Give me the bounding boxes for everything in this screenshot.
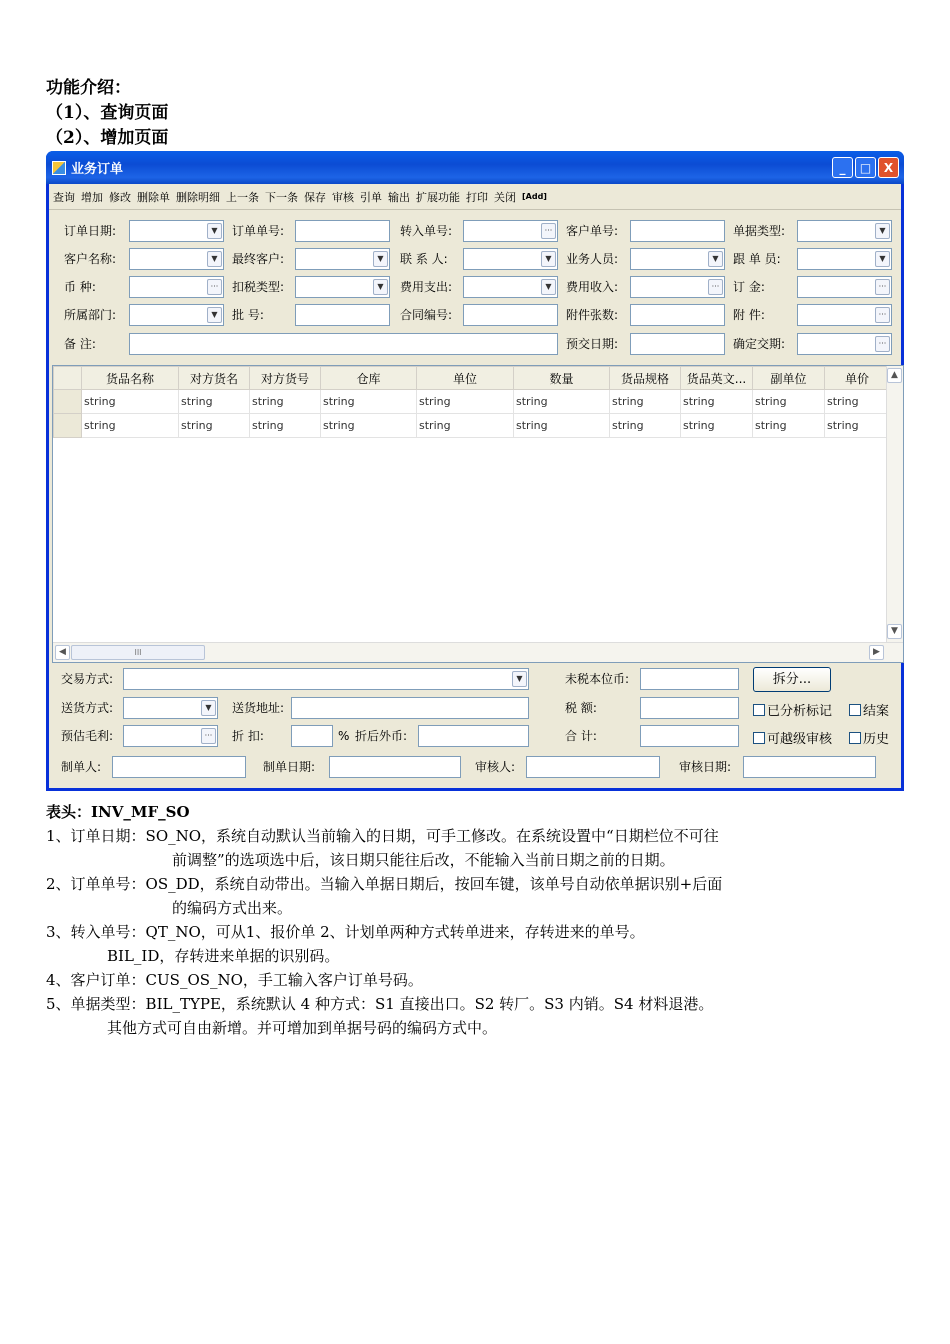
grid-cell[interactable]: string — [825, 414, 890, 438]
closed-checkbox[interactable] — [849, 700, 889, 719]
scroll-up-icon[interactable]: ▲ — [887, 368, 902, 383]
chevron-down-icon[interactable]: ▼ — [541, 251, 556, 267]
ellipsis-icon[interactable]: ··· — [875, 336, 890, 352]
label-auditor: 审核人: — [475, 760, 516, 774]
label-attach-count: 附件张数: — [566, 308, 619, 322]
ship-addr-input[interactable] — [291, 697, 529, 719]
col-header[interactable]: 货品规格 — [610, 367, 681, 390]
foreign-after-input[interactable] — [418, 725, 529, 747]
label-final-cust: 最终客户: — [232, 252, 285, 266]
doc-type-select[interactable] — [797, 220, 892, 242]
batch-input[interactable] — [295, 304, 390, 326]
label-order-date: 订单日期: — [64, 224, 117, 238]
doc-para-3: 3、转入单号：QT_NO，可从1、报价单 2、计划单两种方式转单进来，存转进来的单号。 — [46, 923, 645, 941]
label-maker: 制单人: — [61, 760, 102, 774]
ellipsis-icon[interactable]: ··· — [207, 279, 222, 295]
transfer-no-input[interactable] — [463, 220, 558, 242]
menu-next[interactable]: 下一条 — [265, 190, 298, 204]
intro-title: 功能介绍： — [46, 78, 131, 98]
row-header-corner — [54, 367, 82, 390]
col-header[interactable]: 仓库 — [321, 367, 417, 390]
window-title: 业务订单 — [71, 162, 124, 177]
menu-print[interactable]: 打印 — [466, 190, 488, 204]
label-contact: 联 系 人: — [400, 252, 448, 266]
label-tax: 税 额: — [565, 701, 597, 715]
label-salesman: 业务人员: — [566, 252, 619, 266]
total-input[interactable] — [640, 725, 739, 747]
skip-audit-label: 可越级审核 — [767, 732, 833, 747]
pre-delivery-input[interactable] — [630, 333, 725, 355]
label-audit-date: 审核日期: — [679, 760, 732, 774]
intro-item-add: （2）、增加页面 — [46, 128, 169, 148]
field-description — [46, 800, 906, 1040]
close-button[interactable]: X — [878, 157, 899, 178]
contract-input[interactable] — [463, 304, 558, 326]
chevron-down-icon[interactable]: ▼ — [512, 671, 527, 687]
menu-delete-order[interactable]: 删除单 — [137, 190, 170, 204]
ellipsis-icon[interactable]: ··· — [201, 728, 216, 744]
split-button[interactable]: 拆分... — [753, 667, 831, 692]
chevron-down-icon[interactable]: ▼ — [875, 223, 890, 239]
chevron-down-icon[interactable]: ▼ — [201, 700, 216, 716]
label-cust-order-no: 客户单号: — [566, 224, 619, 238]
col-header[interactable]: 对方货名 — [179, 367, 250, 390]
audit-date-input[interactable] — [743, 756, 876, 778]
grid-cell[interactable]: string — [514, 390, 610, 414]
label-pre-delivery: 预交日期: — [566, 337, 619, 351]
minimize-button[interactable]: _ — [832, 157, 853, 178]
grid-cell[interactable]: string — [417, 390, 514, 414]
grid-cell[interactable]: string — [417, 414, 514, 438]
col-header[interactable]: 副单位 — [753, 367, 825, 390]
grid-cell[interactable]: string — [82, 414, 179, 438]
attach-input[interactable] — [797, 304, 892, 326]
remark-input[interactable] — [129, 333, 558, 355]
tax-type-select[interactable] — [295, 276, 390, 298]
menu-edit[interactable]: 修改 — [109, 190, 131, 204]
menu-export[interactable]: 输出 — [388, 190, 410, 204]
checkbox-icon[interactable] — [849, 732, 861, 744]
menu-save[interactable]: 保存 — [304, 190, 326, 204]
contact-select[interactable] — [463, 248, 558, 270]
doc-header: 表头：INV_MF_SO — [46, 803, 190, 821]
label-ship-addr: 送货地址: — [232, 701, 285, 715]
income-input[interactable] — [630, 276, 725, 298]
doc-para-2: 2、订单单号：OS_DD，系统自动带出。当输入单据日期后，按回车键，该单号自动依单据识别+后面 — [46, 875, 723, 893]
grid-cell[interactable]: string — [179, 390, 250, 414]
expense-select[interactable] — [463, 276, 558, 298]
ellipsis-icon[interactable]: ··· — [875, 307, 890, 323]
grid-cell[interactable]: string — [753, 390, 825, 414]
final-cust-select[interactable] — [295, 248, 390, 270]
label-tax-type: 扣税类型: — [232, 280, 285, 294]
menu-bar — [49, 184, 901, 210]
grid-cell[interactable]: string — [179, 414, 250, 438]
history-label: 历史 — [863, 732, 890, 747]
doc-para-2-cont: 的编码方式出来。 — [172, 899, 293, 917]
skip-audit-checkbox[interactable] — [753, 728, 832, 747]
cust-name-select[interactable] — [129, 248, 224, 270]
auditor-input[interactable] — [526, 756, 660, 778]
label-remark: 备 注: — [64, 337, 96, 351]
detail-grid[interactable] — [52, 365, 904, 663]
order-no-input[interactable] — [295, 220, 390, 242]
sales-order-window — [46, 151, 904, 791]
chevron-down-icon[interactable]: ▼ — [875, 251, 890, 267]
menu-prev[interactable]: 上一条 — [226, 190, 259, 204]
grid-header-row — [54, 367, 890, 390]
col-header[interactable]: 单价 — [825, 367, 890, 390]
app-icon — [52, 161, 66, 175]
intro-section — [46, 76, 168, 151]
menu-audit[interactable]: 审核 — [332, 190, 354, 204]
label-make-date: 制单日期: — [263, 760, 316, 774]
doc-para-1-cont: 前调整”的选项选中后，该日期只能往后改，不能输入当前日期之前的日期。 — [172, 851, 675, 869]
chevron-down-icon[interactable]: ▼ — [207, 307, 222, 323]
col-header[interactable]: 对方货号 — [250, 367, 321, 390]
label-transfer-no: 转入单号: — [400, 224, 453, 238]
analyzed-label: 已分析标记 — [767, 704, 833, 719]
est-profit-input[interactable] — [123, 725, 218, 747]
ellipsis-icon[interactable]: ··· — [875, 279, 890, 295]
table-row[interactable] — [54, 414, 890, 438]
deposit-input[interactable] — [797, 276, 892, 298]
table-row[interactable] — [54, 390, 890, 414]
make-date-input[interactable] — [329, 756, 461, 778]
label-trade-mode: 交易方式: — [61, 672, 114, 686]
analyzed-checkbox[interactable] — [753, 700, 832, 719]
menu-close[interactable]: 关闭 — [494, 190, 516, 204]
ellipsis-icon[interactable]: ··· — [708, 279, 723, 295]
label-untaxed: 未税本位币: — [565, 672, 630, 686]
discount-input[interactable] — [291, 725, 333, 747]
col-header[interactable]: 货品名称 — [82, 367, 179, 390]
chevron-down-icon[interactable]: ▼ — [373, 279, 388, 295]
label-doc-type: 单据类型: — [733, 224, 786, 238]
chevron-down-icon[interactable]: ▼ — [207, 223, 222, 239]
scroll-right-icon[interactable]: ▶ — [869, 645, 884, 660]
grid-cell[interactable]: string — [514, 414, 610, 438]
doc-para-5: 5、单据类型：BIL_TYPE，系统默认 4 种方式：S1 直接出口。S2 转厂。S3 内销。S4 材料退港。 — [46, 995, 714, 1013]
title-bar — [46, 151, 904, 184]
doc-para-5-cont: 其他方式可自由新增。并可增加到单据号码的编码方式中。 — [107, 1019, 498, 1037]
doc-para-3-cont: BIL_ID，存转进来单据的识别码。 — [107, 947, 340, 965]
col-header[interactable]: 货品英文... — [681, 367, 753, 390]
maker-input[interactable] — [112, 756, 246, 778]
label-dept: 所属部门: — [64, 308, 117, 322]
grid-cell[interactable]: string — [321, 390, 417, 414]
col-header[interactable]: 单位 — [417, 367, 514, 390]
checkbox-icon[interactable] — [753, 704, 765, 716]
label-currency: 币 种: — [64, 280, 96, 294]
chevron-down-icon[interactable]: ▼ — [207, 251, 222, 267]
label-attach: 附 件: — [733, 308, 765, 322]
grid-cell[interactable]: string — [82, 390, 179, 414]
chevron-down-icon[interactable]: ▼ — [708, 251, 723, 267]
intro-item-query: （1）、查询页面 — [46, 103, 169, 123]
scroll-left-icon[interactable]: ◀ — [55, 645, 70, 660]
label-ship-mode: 送货方式: — [61, 701, 114, 715]
vertical-scrollbar[interactable] — [886, 366, 903, 642]
menu-add-tag: [Add] — [522, 192, 547, 201]
ellipsis-icon[interactable]: ··· — [541, 223, 556, 239]
label-pct: % — [338, 729, 350, 743]
untaxed-input[interactable] — [640, 668, 739, 690]
closed-label: 结案 — [863, 704, 890, 719]
row-header[interactable] — [54, 390, 82, 414]
grid-cell[interactable]: string — [681, 390, 753, 414]
grid-cell[interactable]: string — [825, 390, 890, 414]
label-income: 费用收入: — [566, 280, 619, 294]
grid-cell[interactable]: string — [753, 414, 825, 438]
grid-cell[interactable]: string — [250, 390, 321, 414]
label-foreign-after: 折后外币: — [355, 729, 408, 743]
currency-input[interactable] — [129, 276, 224, 298]
label-batch: 批 号: — [232, 308, 264, 322]
label-cust-name: 客户名称: — [64, 252, 117, 266]
grid-cell[interactable]: string — [681, 414, 753, 438]
checkbox-icon[interactable] — [849, 704, 861, 716]
follower-select[interactable] — [797, 248, 892, 270]
label-discount: 折 扣: — [232, 729, 264, 743]
chevron-down-icon[interactable]: ▼ — [541, 279, 556, 295]
tax-input[interactable] — [640, 697, 739, 719]
menu-extend[interactable]: 扩展功能 — [416, 190, 460, 204]
trade-mode-select[interactable] — [123, 668, 529, 690]
menu-add[interactable]: 增加 — [81, 190, 103, 204]
menu-import[interactable]: 引单 — [360, 190, 382, 204]
doc-para-4: 4、客户订单：CUS_OS_NO，手工输入客户订单号码。 — [46, 971, 423, 989]
label-deposit: 订 金: — [733, 280, 765, 294]
grid-cell[interactable]: string — [321, 414, 417, 438]
doc-para-1: 1、订单日期：SO_NO，系统自动默认当前输入的日期，可手工修改。在系统设置中“日期栏位不可往 — [46, 827, 719, 845]
grid-cell[interactable]: string — [610, 414, 681, 438]
confirm-delivery-input[interactable] — [797, 333, 892, 355]
scroll-thumb[interactable]: III — [71, 645, 205, 660]
menu-query[interactable]: 查询 — [53, 190, 75, 204]
label-order-no: 订单单号: — [232, 224, 285, 238]
chevron-down-icon[interactable]: ▼ — [373, 251, 388, 267]
col-header[interactable]: 数量 — [514, 367, 610, 390]
row-header[interactable] — [54, 414, 82, 438]
checkbox-icon[interactable] — [753, 732, 765, 744]
grid-cell[interactable]: string — [250, 414, 321, 438]
label-contract: 合同编号: — [400, 308, 453, 322]
horizontal-scrollbar[interactable] — [53, 642, 903, 662]
label-follower: 跟 单 员: — [733, 252, 781, 266]
label-confirm-delivery: 确定交期: — [733, 337, 786, 351]
salesman-select[interactable] — [630, 248, 725, 270]
maximize-button[interactable]: □ — [855, 157, 876, 178]
label-total: 合 计: — [565, 729, 597, 743]
dept-select[interactable] — [129, 304, 224, 326]
scroll-down-icon[interactable]: ▼ — [887, 624, 902, 639]
menu-delete-detail[interactable]: 删除明细 — [176, 190, 220, 204]
cust-order-no-input[interactable] — [630, 220, 725, 242]
history-checkbox[interactable] — [849, 728, 889, 747]
label-est-profit: 预估毛利: — [61, 729, 114, 743]
order-date-input[interactable] — [129, 220, 224, 242]
label-expense: 费用支出: — [400, 280, 453, 294]
attach-count-input[interactable] — [630, 304, 725, 326]
grid-cell[interactable]: string — [610, 390, 681, 414]
ship-mode-select[interactable] — [123, 697, 218, 719]
